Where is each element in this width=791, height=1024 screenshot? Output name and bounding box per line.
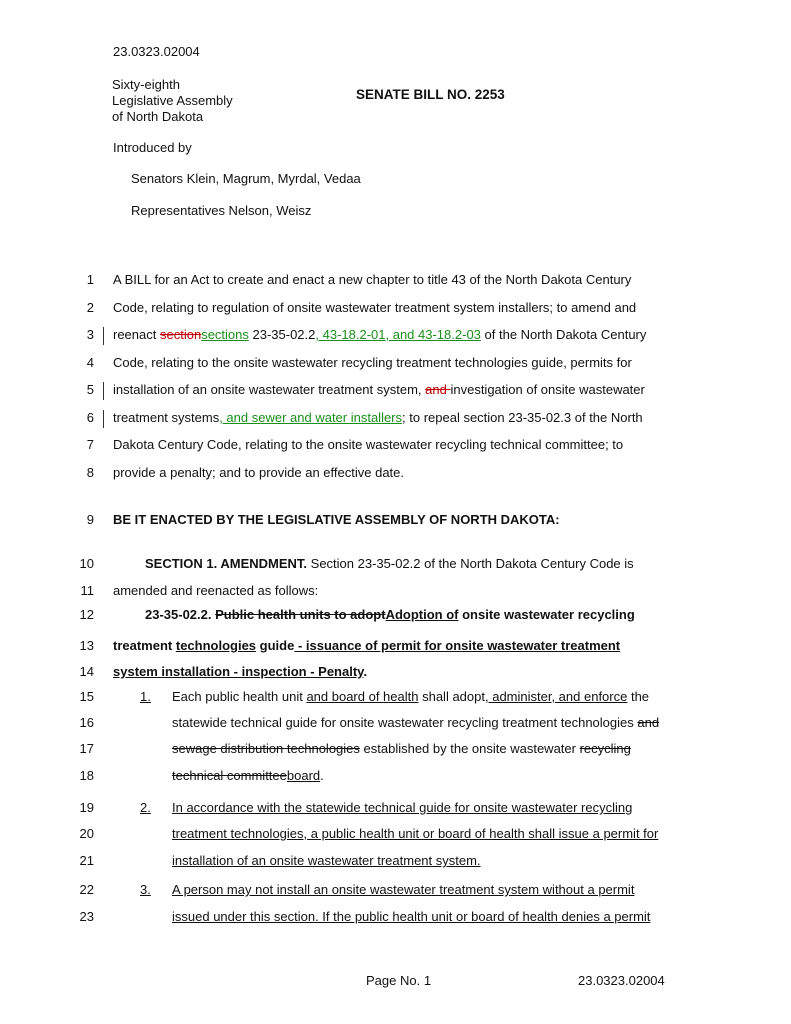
line-number: 1: [86, 272, 94, 287]
bill-line: [0, 741, 791, 761]
line-number: 5: [86, 382, 94, 397]
text-segment: installation of an onsite wastewater treatment system,: [113, 382, 426, 397]
line-text: [172, 768, 324, 783]
subsection-number: 1.: [140, 689, 151, 704]
line-number: 20: [79, 826, 94, 841]
text-segment: - issuance of permit for onsite wastewater treatment: [294, 638, 621, 653]
text-segment: In accordance with the statewide technical guide for onsite wastewater recycling: [172, 800, 633, 815]
text-segment: and: [425, 382, 451, 397]
text-segment: board: [286, 768, 321, 783]
bill-line: [0, 800, 791, 820]
line-text: [113, 355, 632, 370]
bill-line: [0, 583, 791, 603]
text-segment: treatment: [113, 638, 176, 653]
text-segment: installation of an onsite wastewater treatment system.: [172, 853, 481, 868]
text-segment: established by the onsite wastewater: [359, 741, 580, 756]
text-segment: of the North Dakota Century: [480, 327, 647, 342]
text-segment: , 43-18.2-01, and 43-18.2-03: [315, 327, 481, 342]
revision-bar: [103, 327, 104, 345]
text-segment: ; to repeal section 23-35-02.3 of the North: [402, 410, 643, 425]
line-number: 19: [79, 800, 94, 815]
line-text: [145, 556, 634, 571]
assembly-line: Legislative Assembly: [112, 93, 233, 108]
line-text: [113, 327, 646, 342]
line-number: 3: [86, 327, 94, 342]
text-segment: A person may not install an onsite wastewater treatment system without a permit: [172, 882, 635, 897]
text-segment: , and sewer and water installers: [219, 410, 403, 425]
assembly-line: of North Dakota: [112, 109, 204, 124]
bill-line: [0, 638, 791, 658]
text-segment: amended and reenacted as follows:: [113, 583, 319, 598]
revision-bar: [103, 382, 104, 400]
text-segment: technologies: [175, 638, 257, 653]
text-segment: sections: [201, 327, 249, 342]
text-segment: .: [363, 664, 368, 679]
bill-line: [0, 355, 791, 375]
introduced-by: Introduced by: [113, 140, 192, 155]
doc-id-footer: 23.0323.02004: [578, 973, 665, 988]
line-number: 2: [86, 300, 94, 315]
assembly-block: [112, 77, 233, 125]
revision-bar: [103, 410, 104, 428]
line-number: 23: [79, 909, 94, 924]
assembly-line: Sixty-eighth: [112, 77, 180, 92]
text-segment: statewide technical guide for onsite wastewater recycling treatment technologies: [172, 715, 638, 730]
bill-line: [0, 410, 791, 430]
page-number: Page No. 1: [366, 973, 432, 988]
text-segment: SECTION 1. AMENDMENT.: [145, 556, 308, 571]
line-number: 13: [79, 638, 94, 653]
text-segment: sewage distribution technologies: [172, 741, 360, 756]
line-text: [113, 638, 620, 653]
bill-line: [0, 300, 791, 320]
text-segment: treatment technologies, a public health unit or board of health shall issue a permit for: [172, 826, 659, 841]
bill-line: [0, 909, 791, 929]
text-segment: Adoption of: [385, 607, 459, 622]
line-number: 4: [86, 355, 94, 370]
line-text: [172, 826, 658, 841]
line-text: [113, 512, 560, 527]
line-number: 17: [79, 741, 94, 756]
text-segment: 23-35-02.2: [248, 327, 316, 342]
bill-line: [0, 327, 791, 347]
line-text: [172, 741, 631, 756]
line-text: [113, 437, 623, 452]
bill-line: [0, 826, 791, 846]
line-number: 11: [80, 583, 94, 598]
line-text: [113, 410, 643, 425]
line-number: 18: [79, 768, 94, 783]
text-segment: 23-35-02.2.: [145, 607, 216, 622]
doc-id-header: 23.0323.02004: [113, 44, 200, 59]
bill-line: [0, 664, 791, 684]
text-segment: reenact: [113, 327, 160, 342]
bill-line: [0, 382, 791, 402]
text-segment: shall adopt: [418, 689, 485, 704]
line-number: 16: [79, 715, 94, 730]
text-segment: issued under this section. If the public health unit or board of health denies a permit: [172, 909, 651, 924]
line-number: 12: [79, 607, 94, 622]
bill-line: [0, 768, 791, 788]
text-segment: .: [320, 768, 324, 783]
bill-line: [0, 437, 791, 457]
line-number: 15: [79, 689, 94, 704]
text-segment: recycling: [579, 741, 631, 756]
text-segment: Each public health unit: [172, 689, 307, 704]
text-segment: Code, relating to regulation of onsite wastewater treatment system installers; to amend and: [113, 300, 637, 315]
text-segment: section: [159, 327, 202, 342]
line-number: 9: [86, 512, 94, 527]
bill-line: [0, 882, 791, 902]
line-number: 7: [86, 437, 94, 452]
line-text: [113, 465, 404, 480]
text-segment: Section 23-35-02.2 of the North Dakota Century Code is: [307, 556, 634, 571]
line-number: 22: [79, 882, 94, 897]
text-segment: Public health units to adopt: [215, 607, 386, 622]
line-number: 8: [86, 465, 94, 480]
bill-line: [0, 512, 791, 532]
subsection-number: 3.: [140, 882, 151, 897]
bill-line: [0, 556, 791, 576]
line-text: [140, 800, 633, 815]
bill-line: [0, 689, 791, 709]
line-text: [172, 853, 481, 868]
line-number: 21: [79, 853, 94, 868]
text-segment: BE IT ENACTED BY THE LEGISLATIVE ASSEMBLY OF NORTH DAKOTA:: [113, 512, 560, 527]
text-segment: provide a penalty; and to provide an effective date.: [113, 465, 405, 480]
text-segment: Code, relating to the onsite wastewater recycling treatment technologies guide, permits for: [113, 355, 632, 370]
bill-line: [0, 465, 791, 485]
line-text: [140, 689, 650, 704]
text-segment: investigation of onsite wastewater: [450, 382, 645, 397]
text-segment: technical committee: [172, 768, 287, 783]
line-text: [172, 909, 650, 924]
text-segment: A BILL for an Act to create and enact a new chapter to title 43 of the North Dakota Century: [113, 272, 632, 287]
bill-line: [0, 853, 791, 873]
text-segment: treatment systems: [113, 410, 220, 425]
text-segment: Dakota Century Code, relating to the onsite wastewater recycling technical committee; to: [113, 437, 624, 452]
text-segment: , administer, and enforce: [484, 689, 628, 704]
bill-line: [0, 715, 791, 735]
line-number: 6: [86, 410, 94, 425]
line-text: [145, 607, 635, 622]
bill-line: [0, 607, 791, 627]
subsection-number: 2.: [140, 800, 151, 815]
line-text: [172, 715, 659, 730]
line-text: [113, 583, 318, 598]
text-segment: and: [637, 715, 660, 730]
sponsor-representatives: Representatives Nelson, Weisz: [131, 203, 312, 218]
text-segment: guide: [256, 638, 295, 653]
text-segment: system installation - inspection - Penalty: [113, 664, 364, 679]
text-segment: the: [627, 689, 650, 704]
line-text: [113, 272, 631, 287]
bill-title: SENATE BILL NO. 2253: [356, 87, 505, 102]
line-text: [113, 300, 636, 315]
line-number: 14: [79, 664, 94, 679]
line-number: 10: [79, 556, 94, 571]
sponsor-senators: Senators Klein, Magrum, Myrdal, Vedaa: [131, 171, 361, 186]
text-segment: and board of health: [306, 689, 419, 704]
bill-line: [0, 272, 791, 292]
line-text: [113, 382, 645, 397]
line-text: [140, 882, 635, 897]
text-segment: onsite wastewater recycling: [458, 607, 635, 622]
line-text: [113, 664, 367, 679]
